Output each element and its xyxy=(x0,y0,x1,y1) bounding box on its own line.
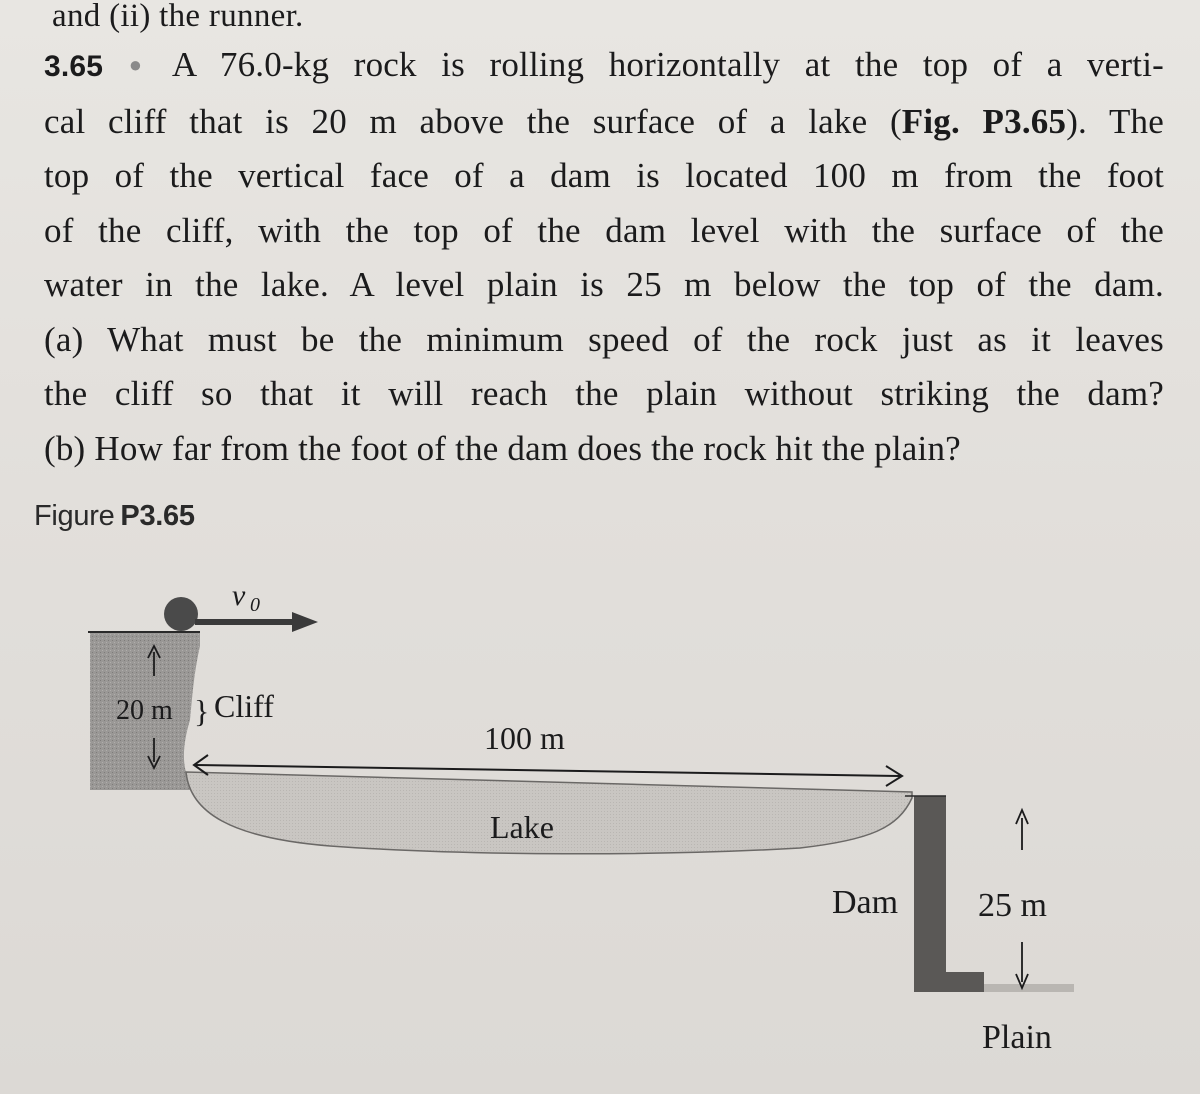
difficulty-dot-icon: ● xyxy=(113,52,158,77)
figure-caption-prefix: Figure xyxy=(34,500,115,532)
plain-label: Plain xyxy=(982,1019,1052,1056)
cliff-height-label: 20 m xyxy=(116,695,173,726)
problem-number: 3.65 xyxy=(44,50,104,83)
problem-line-4: of the cliff, with the top of the dam level with the surface of the xyxy=(44,210,1164,250)
problem-line-5: water in the lake. A level plain is 25 m below the top of the dam. xyxy=(44,265,1164,304)
distance-line xyxy=(196,765,900,776)
problem-line-3: top of the vertical face of a dam is located 100 m from the foot xyxy=(44,156,1164,195)
dam-shape xyxy=(914,796,946,992)
lake-label: Lake xyxy=(490,809,554,845)
problem-text: A 76.0-kg rock is rolling horizontally at the top of a verti- xyxy=(171,45,1164,84)
problem-line-8: (b) How far from the foot of the dam does the rock hit the plain? xyxy=(44,428,961,468)
figure-caption-number: P3.65 xyxy=(120,500,195,532)
distance-label: 100 m xyxy=(484,720,565,756)
previous-problem-text: and (ii) the runner. xyxy=(52,0,304,34)
dam-base xyxy=(914,972,984,992)
problem-line-6: (a) What must be the minimum speed of the rock just as it leaves xyxy=(44,319,1164,359)
velocity-subscript: 0 xyxy=(250,594,260,616)
velocity-arrowhead-icon xyxy=(292,612,318,632)
velocity-label: v xyxy=(232,579,246,612)
rock xyxy=(164,597,198,631)
dam-label: Dam xyxy=(832,884,899,921)
cliff-label: Cliff xyxy=(214,688,274,724)
figure-reference: Fig. P3.65 xyxy=(901,101,1067,141)
problem-text: ). The xyxy=(1066,101,1164,141)
brace-icon: } xyxy=(194,693,210,729)
dam-height-label: 25 m xyxy=(978,887,1047,924)
plain-surface xyxy=(984,984,1074,992)
problem-line-7: the cliff so that it will reach the plain without striking the dam? xyxy=(44,374,1164,413)
problem-text: cal cliff that is 20 m above the surface of a lake ( xyxy=(44,101,902,141)
